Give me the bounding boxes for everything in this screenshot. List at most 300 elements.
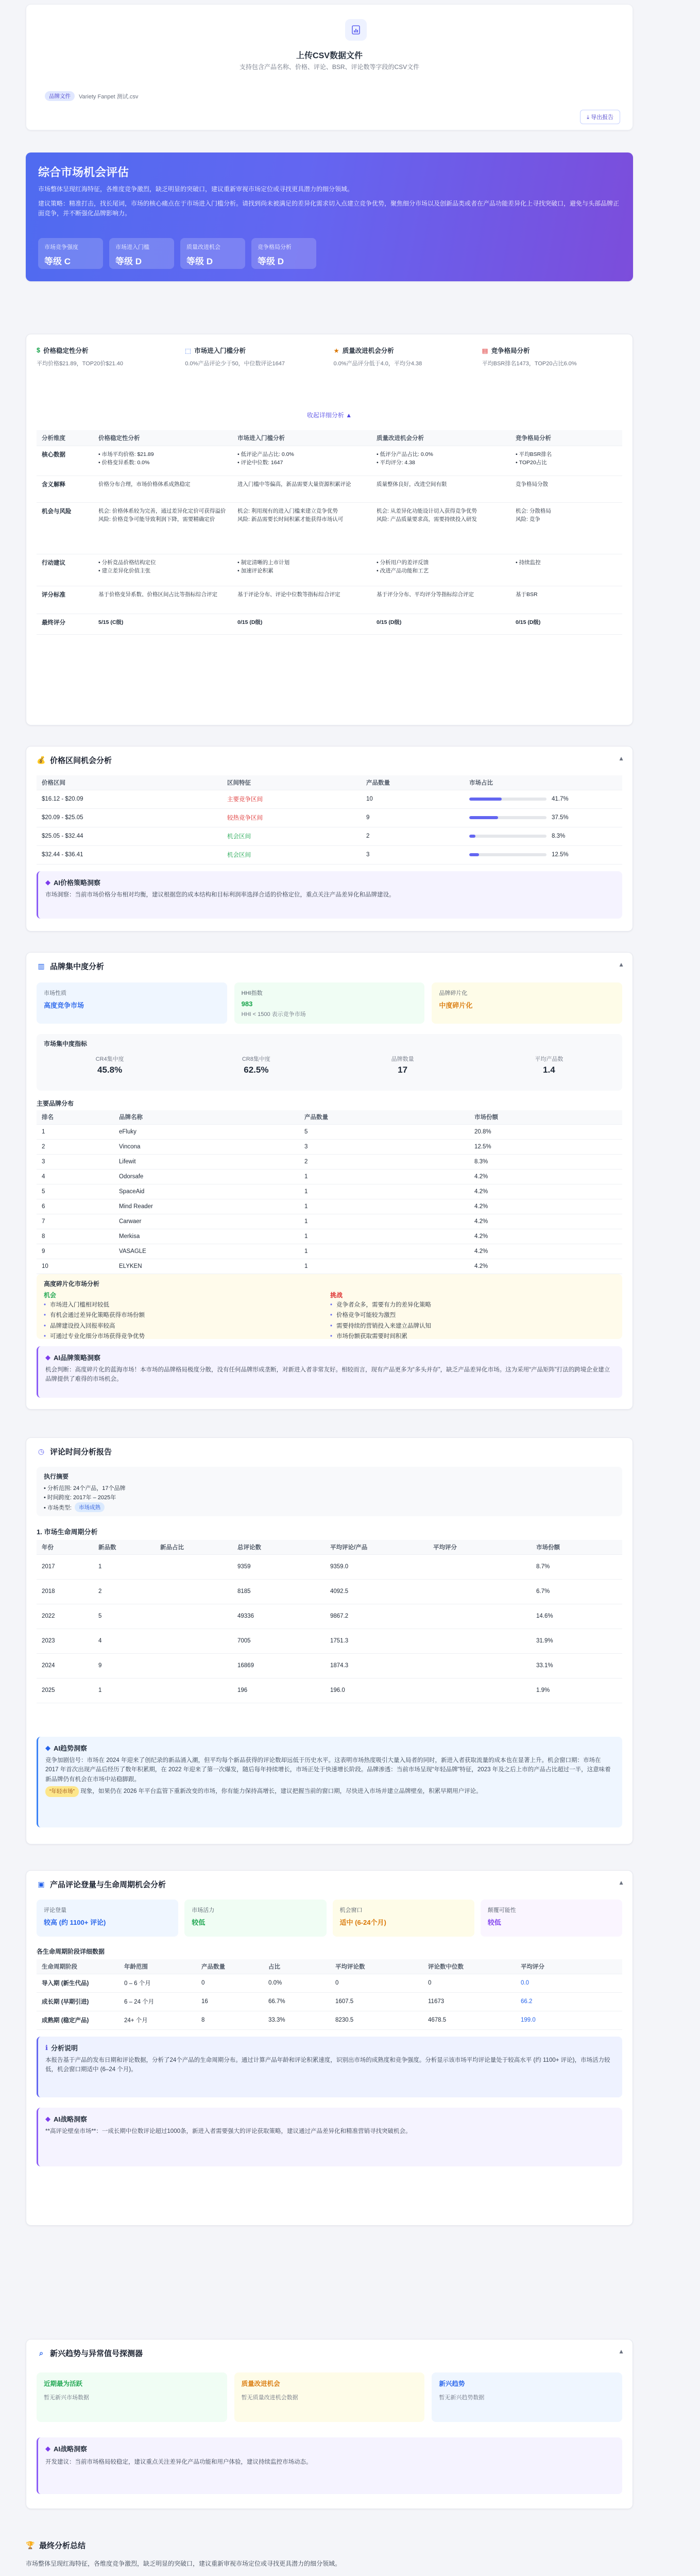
ai-text: 市场洞察：当前市场价格分布相对均衡，建议根据您的成本结构和目标利润率选择合适的价格定位，重点关注产品差异化和品牌建设。: [45, 892, 395, 898]
lifecycle-header-cell: 平均评分: [516, 1959, 622, 1974]
market-type-badge: 市场成熟: [75, 1502, 105, 1512]
dollar-icon: $: [37, 347, 40, 354]
section-title: 品牌集中度分析: [50, 962, 105, 971]
grade-card-entry-barrier: [109, 238, 174, 269]
lifecycle-cell-p: 0.0%: [263, 1974, 330, 1992]
brand-cell-count: 3: [299, 1139, 469, 1154]
year-cell-r: 196: [232, 1678, 325, 1703]
executive-summary: [37, 1467, 622, 1516]
brand-cell-share: 4.2%: [469, 1214, 622, 1229]
brand-cell-rank: 4: [37, 1169, 114, 1184]
brand-cell-share: 4.2%: [469, 1244, 622, 1259]
year-cell-r: 49336: [232, 1604, 325, 1629]
price-header-cell: 市场占比: [464, 775, 622, 790]
upload-subtitle: 支持包含产品名称、价格、评论、BSR、评论数等字段的CSV文件: [239, 63, 420, 71]
lifecycle-cell-med: 0: [423, 1974, 516, 1992]
detail-row-label: 行动建议: [37, 554, 93, 586]
brand-cell-share: 4.2%: [469, 1169, 622, 1184]
exec-line: • 分析范围: 24个产品，17个品牌: [44, 1485, 126, 1492]
year-cell-p: [155, 1604, 232, 1629]
brand-cell-name: Vincona: [114, 1139, 299, 1154]
year-cell-rating: [428, 1629, 531, 1653]
lifecycle-table-title: 各生命周期阶段详细数据: [37, 1948, 105, 1955]
frag-title: 高度碎片化市场分析: [44, 1280, 100, 1287]
brand-cell-count: 1: [299, 1169, 469, 1184]
money-bag-icon: 💰: [37, 756, 46, 764]
detail-cell: 价格分布合理，市场价格体系成熟稳定: [93, 476, 232, 502]
brand-cell-count: 1: [299, 1244, 469, 1259]
year-cell-p: [155, 1629, 232, 1653]
stat-value: 1.4: [543, 1065, 555, 1075]
banner-title: 综合市场机会评估: [38, 166, 129, 179]
detail-row: [37, 476, 622, 502]
opportunity-item: • 市场进入门槛相对较低: [44, 1301, 312, 1310]
detail-cell: 竞争格局分散: [510, 476, 622, 502]
brand-cell-name: eFluky: [114, 1124, 299, 1139]
brand-row: [37, 1244, 622, 1259]
brand-cell-share: 20.8%: [469, 1124, 622, 1139]
price-cell-feature: 机会区间: [222, 827, 361, 845]
year-row: [37, 1604, 622, 1629]
brand-cell-name: Lifewit: [114, 1154, 299, 1169]
detail-cell: 机会: 价格体系较为完善，通过差异化定价可获得溢价 风险: 价格竞争可能导致利润下降，需要精确定价: [93, 502, 232, 554]
trophy-icon: 🏆: [26, 2541, 35, 2549]
year-cell-r: 7005: [232, 1629, 325, 1653]
dimension-analysis-card: [26, 334, 633, 725]
lifecycle-cell-p: 66.7%: [263, 1992, 330, 2011]
kpi-value: 983: [241, 1000, 253, 1008]
detail-cell: 机会: 分散格局 风险: 竞争: [510, 502, 622, 554]
market-assessment-banner: [26, 152, 633, 281]
brand-cell-rank: 8: [37, 1229, 114, 1244]
door-icon: ⬚: [185, 347, 192, 354]
price-table: [37, 775, 622, 865]
price-row: [37, 845, 622, 864]
trend-card-active: [37, 2372, 227, 2422]
ai-title: [45, 877, 615, 887]
young-market-badge: “年轻市场”: [45, 1786, 79, 1797]
lifecycle-analysis-note: [37, 2037, 622, 2097]
trend-card-title: 质量改进机会: [241, 2380, 280, 2387]
summary-col-entry: [185, 346, 325, 367]
brand-cell-name: Mind Reader: [114, 1199, 299, 1214]
brand-row: [37, 1184, 622, 1199]
price-cell-count: 3: [361, 845, 464, 864]
detail-header-cell: 质量改进机会分析: [371, 430, 510, 446]
share-bar: [469, 816, 547, 819]
lifecycle-cell-age: 24+ 个月: [119, 2011, 196, 2029]
year-cell-avg: 9359.0: [325, 1554, 428, 1579]
year-cell-avg: 1751.3: [325, 1629, 428, 1653]
year-header-cell: 新品占比: [155, 1540, 232, 1554]
detail-cell: 机会: 从差异化功能设计切入获得竞争优势 风险: 产品质量要求高，需要持续投入研发: [371, 502, 510, 554]
price-cell-count: 9: [361, 808, 464, 827]
summary-col-price: [37, 346, 177, 367]
star-icon: ★: [333, 347, 339, 354]
brand-cell-count: 1: [299, 1184, 469, 1199]
lifecycle-header-cell: 产品数量: [196, 1959, 263, 1974]
grade-card-label: 质量改进机会: [186, 244, 220, 250]
share-bar-fill: [469, 816, 498, 819]
brand-ai-insight: [37, 1346, 622, 1398]
kpi-value: 较高 (约 1100+ 评论): [44, 1919, 106, 1926]
year-cell-p: [155, 1554, 232, 1579]
detail-row: [37, 614, 622, 634]
ai-title-text: AI趋势洞察: [54, 1744, 88, 1752]
grade-card-value: 等级 D: [186, 257, 213, 266]
kpi-label: 颠覆可能性: [487, 1907, 516, 1913]
price-header-cell: 价格区间: [37, 775, 222, 790]
brand-cell-rank: 5: [37, 1184, 114, 1199]
price-share-cell: [464, 790, 622, 808]
banner-line-1: 市场整体呈现红海特征，各维度竞争激烈，缺乏明显的突破口，建议重新审视市场定位或寻找更具潜力的细分领域。: [38, 185, 354, 193]
trend-card-title: 新兴趋势: [439, 2380, 465, 2387]
year-cell-r: 8185: [232, 1579, 325, 1604]
stat-label: 平均产品数: [535, 1056, 564, 1062]
lifecycle-cell-med: 11673: [423, 1992, 516, 2011]
year-cell-r: 9359: [232, 1554, 325, 1579]
lifecycle-header-cell: 年龄范围: [119, 1959, 196, 1974]
kpi-value: 较低: [487, 1919, 501, 1926]
brand-row: [37, 1259, 622, 1274]
brand-kpis: [37, 982, 622, 1024]
detail-row-label: 机会与风险: [37, 502, 93, 554]
lifecycle-cell-med: 4678.5: [423, 2011, 516, 2029]
year-cell-avg: 9867.2: [325, 1604, 428, 1629]
section-title: 评论时间分析报告: [50, 1448, 112, 1456]
brand-cell-share: 4.2%: [469, 1184, 622, 1199]
price-cell-feature: 主要竞争区间: [222, 790, 361, 808]
kpi-label: 机会窗口: [339, 1907, 363, 1913]
challenge-item: • 市场份额获取需要时间积累: [330, 1332, 598, 1341]
info-icon: ℹ: [45, 2043, 48, 2052]
year-cell-r: 16869: [232, 1653, 325, 1678]
collapse-icon[interactable]: ▲: [618, 2348, 624, 2355]
grade-card-quality: [180, 238, 245, 269]
ai-title: [45, 2114, 615, 2124]
trend-card-text: 暂无质量改进机会数据: [241, 2395, 298, 2401]
stat-value: 17: [398, 1065, 408, 1075]
detail-header-cell: 市场进入门槛分析: [232, 430, 371, 446]
price-cell-range: $16.12 - $20.09: [37, 790, 222, 808]
lifecycle-header-cell: 生命周期阶段: [37, 1959, 119, 1974]
summary-title: 市场进入门槛分析: [194, 347, 246, 354]
kpi-value: 中度碎片化: [439, 1002, 473, 1009]
trend-ai-insight: [37, 1737, 622, 1827]
lifecycle-cell-rating: 0.0: [516, 1974, 622, 1992]
detail-row-label: 最终评分: [37, 614, 93, 634]
lifecycle-cell-rating: 199.0: [516, 2011, 622, 2029]
trend-section-header: [26, 2340, 633, 2364]
detail-cell: • 分析用户的差评反馈 • 改进产品功能和工艺: [371, 554, 510, 586]
price-row: [37, 790, 622, 808]
year-cell-rating: [428, 1554, 531, 1579]
brand-cell-count: 1: [299, 1214, 469, 1229]
share-value: 37.5%: [552, 815, 569, 821]
year-cell-p: [155, 1653, 232, 1678]
price-range-card: [26, 746, 633, 931]
brand-section-header: [26, 953, 633, 977]
detail-row: [37, 446, 622, 476]
year-cell-p: [155, 1678, 232, 1703]
lightbulb-icon: ◆: [45, 2114, 50, 2123]
detail-row: [37, 586, 622, 614]
year-cell-avg: 4092.5: [325, 1579, 428, 1604]
lifecycle-cell-stage: 成长期 (早期引进): [37, 1992, 119, 2011]
price-share-cell: [464, 827, 622, 845]
banner-grade-cards: [38, 238, 316, 269]
toggle-detail-link[interactable]: 收起详细分析 ▲: [306, 412, 352, 419]
year-cell-avg: 1874.3: [325, 1653, 428, 1678]
stat-label: CR8集中度: [242, 1056, 270, 1062]
year-header-cell: 年份: [37, 1540, 93, 1554]
ai-title-text: AI战略洞察: [54, 2445, 88, 2453]
year-cell-s: 14.6%: [531, 1604, 622, 1629]
ai-text: 现象，如果仍在 2026 年平台监管下重新改变的市场，你有能力保持高增长，建议把握当前的窗口期，尽快进入市场并建立品牌壁垒，积累早期用户评论。: [80, 1788, 482, 1795]
stat-value: 62.5%: [244, 1065, 269, 1075]
lifecycle-row: [37, 2011, 622, 2029]
stat-brand-count: [330, 1055, 476, 1075]
trend-ai-box: [37, 2437, 622, 2494]
year-header-cell: 新品数: [93, 1540, 155, 1554]
year-cell-avg: 196.0: [325, 1678, 428, 1703]
clock-icon: ◷: [38, 1447, 45, 1455]
lightbulb-icon: ◆: [45, 2444, 50, 2452]
share-bar-fill: [469, 853, 479, 856]
share-bar-fill: [469, 835, 475, 838]
brand-header-cell: 品牌名称: [114, 1110, 299, 1124]
detail-row: [37, 502, 622, 554]
uploaded-file-row: [45, 91, 138, 101]
lifecycle-cell-n: 16: [196, 1992, 263, 2011]
lifecycle-ai-insight: [37, 2108, 622, 2166]
share-value: 41.7%: [552, 796, 569, 802]
year-cell-s: 33.1%: [531, 1653, 622, 1678]
lifecycle-header-cell: 评论数中位数: [423, 1959, 516, 1974]
detail-cell: • 市场平均价格: $21.89 • 价格变异系数: 0.0%: [93, 446, 232, 476]
detail-header-cell: 竞争格局分析: [510, 430, 622, 446]
summary-col-landscape: [482, 346, 622, 367]
share-value: 12.5%: [552, 852, 569, 858]
trend-cards: [37, 2372, 622, 2422]
brand-cell-rank: 6: [37, 1199, 114, 1214]
summary-text: 0.0%产品评论少于50，中位数评论1647: [185, 361, 285, 367]
detail-header-cell: 分析维度: [37, 430, 93, 446]
collapse-icon[interactable]: ▲: [618, 755, 624, 762]
grade-card-label: 市场进入门槛: [115, 244, 149, 250]
bar-chart-icon: ▥: [38, 962, 45, 970]
brand-cell-share: 4.2%: [469, 1199, 622, 1214]
lifecycle-cell-avg: 8230.5: [330, 2011, 423, 2029]
kpi-value: 高度竞争市场: [44, 1002, 84, 1009]
brand-cell-name: Merkisa: [114, 1229, 299, 1244]
summary-columns: [37, 346, 622, 367]
section-title: 新兴趋势与异常值号探测器: [50, 2349, 143, 2358]
brand-cell-share: 4.2%: [469, 1229, 622, 1244]
csv-file-icon: [345, 19, 367, 41]
brand-cell-count: 1: [299, 1199, 469, 1214]
year-cell-y: 2025: [37, 1678, 93, 1703]
summary-title: 价格稳定性分析: [43, 347, 89, 354]
year-header-cell: 平均评论/产品: [325, 1540, 428, 1554]
detail-cell: • 制定清晰的上市计划 • 加速评论积累: [232, 554, 371, 586]
cube-icon: ▣: [38, 1880, 45, 1888]
year-row: [37, 1579, 622, 1604]
trend-card-emerging: [432, 2372, 622, 2422]
detail-cell: 0/15 (D级): [510, 614, 622, 634]
price-cell-count: 2: [361, 827, 464, 845]
lifecycle-header-cell: 平均评论数: [330, 1959, 423, 1974]
price-header-cell: 产品数量: [361, 775, 464, 790]
ai-title-text: AI战略洞察: [54, 2115, 88, 2123]
brand-cell-rank: 10: [37, 1259, 114, 1274]
brand-cell-rank: 9: [37, 1244, 114, 1259]
detail-row-label: 含义解释: [37, 476, 93, 502]
review-section-header: [26, 1438, 633, 1462]
grade-card-value: 等级 D: [258, 257, 284, 266]
brand-table: [37, 1110, 622, 1274]
kpi-label: 市场性质: [44, 990, 66, 996]
kpi-market-nature: [37, 982, 227, 1024]
brand-cell-name: VASAGLE: [114, 1244, 299, 1259]
price-section-header: [26, 747, 633, 771]
brand-cell-count: 2: [299, 1154, 469, 1169]
lifecycle-header-cell: 占比: [263, 1959, 330, 1974]
summary-title: 质量改进机会分析: [342, 347, 394, 354]
brand-cell-share: 8.3%: [469, 1154, 622, 1169]
collapse-icon[interactable]: ▲: [618, 1879, 624, 1886]
lifecycle-cell-n: 0: [196, 1974, 263, 1992]
lifecycle-cell-age: 0 – 6 个月: [119, 1974, 196, 1992]
price-cell-feature: 较热竞争区间: [222, 808, 361, 827]
stat-avg-products: [476, 1055, 622, 1075]
trend-card-text: 暂无新兴市场数据: [44, 2395, 89, 2401]
kpi-label: 评论登量: [44, 1907, 66, 1913]
detail-cell: 质量整体良好，改进空间有限: [371, 476, 510, 502]
kpi-opportunity-window: [333, 1900, 474, 1937]
detail-cell: • 低评分产品占比: 0.0% • 平均评分: 4.38: [371, 446, 510, 476]
stat-label: 品牌数量: [391, 1056, 414, 1062]
detail-row-label: 核心数据: [37, 446, 93, 476]
stat-value: 45.8%: [97, 1065, 123, 1075]
year-cell-n: 2: [93, 1579, 155, 1604]
year-cell-rating: [428, 1653, 531, 1678]
export-report-button[interactable]: ⤓ 导出报告: [580, 110, 620, 124]
share-bar: [469, 798, 547, 801]
exec-line-label: • 市场类型:: [44, 1504, 72, 1511]
detail-cell: • 平均BSR排名 • TOP20占比: [510, 446, 622, 476]
price-share-cell: [464, 808, 622, 827]
ai-text: 本报告基于产品的发布日期和评论数据，分析了24个产品的生命周期分布。通过计算产品年龄和评论积累速度，识别出市场的成熟度和竞争强度。分析显示该市场平均评论量处于较高水平 (约 1100+ 评论)，市场活力较低，机会窗口期适中 (6–24 个月)。: [45, 2057, 610, 2073]
brand-cell-rank: 1: [37, 1124, 114, 1139]
kpi-label: 市场活力: [192, 1907, 215, 1913]
lifecycle-section-header: [26, 1871, 633, 1895]
opportunity-list: [44, 1301, 312, 1341]
brand-row: [37, 1124, 622, 1139]
share-bar: [469, 835, 547, 838]
year-cell-rating: [428, 1604, 531, 1629]
file-tag: 品牌文件: [45, 91, 75, 101]
brand-cell-rank: 7: [37, 1214, 114, 1229]
year-cell-y: 2024: [37, 1653, 93, 1678]
year-header-cell: 平均评分: [428, 1540, 531, 1554]
stat-cr4: [37, 1055, 183, 1075]
lightbulb-icon: ◆: [45, 1743, 50, 1752]
ai-title-text: 分析说明: [50, 2044, 78, 2052]
exec-title: 执行摘要: [44, 1473, 69, 1480]
price-ai-insight: [37, 871, 622, 919]
challenge-item: • 需要持续的营销投入来建立品牌认知: [330, 1322, 598, 1331]
lifecycle-card: [26, 1870, 633, 2226]
brand-concentration-card: [26, 952, 633, 1410]
brand-cell-name: ELYKEN: [114, 1259, 299, 1274]
year-cell-rating: [428, 1678, 531, 1703]
brand-row: [37, 1154, 622, 1169]
brand-cell-name: Odorsafe: [114, 1169, 299, 1184]
brand-cell-rank: 2: [37, 1139, 114, 1154]
price-cell-count: 10: [361, 790, 464, 808]
year-row: [37, 1554, 622, 1579]
banner-line-2: 建议策略：精准打击，找长尾词，市场的核心痛点在于市场进入门槛分析。请找到尚未被满足的差异化需求切入点建立竞争优势，聚焦细分市场以及创新品类或者在产品功能差异化上寻找突破口，避免与头部品牌正面竞争，并不断强化品牌影响力。: [38, 200, 620, 217]
lifecycle-cell-rating: 66.2: [516, 1992, 622, 2011]
summary-text: 平均BSR排名1473，TOP20占比6.0%: [482, 361, 577, 367]
ai-text: 竞争加剧信号：市场在 2024 年迎来了创纪录的新品涌入潮，但平均每个新品获得的评论数却远低于历史水平。这表明市场热度吸引大量入局者的同时，新进入者获取流量的成本也在显著上升。机会窗口期：市场在 2017 年首次出现产品后经历了数年积累期，在 2022 年迎来了第一次爆发，随后每年持续增长，市场正处于快速增长阶段。品牌渗透：当前市场呈现“年轻品牌”特征，2023 年及之后上市的产品占比超过一半，这意味着新品牌仍有机会在市场中站稳脚跟。: [45, 1757, 611, 1783]
ai-text: 开发建议：当前市场格局较稳定，建议重点关注差异化产品功能和用户体验，建议持续监控市场动态。: [45, 2459, 312, 2465]
price-cell-range: $20.09 - $25.05: [37, 808, 222, 827]
lifecycle-cell-age: 6 – 24 个月: [119, 1992, 196, 2011]
ai-text: 机会判断：高度碎片化的蓝海市场！本市场的品牌格局极度分散，没有任何品牌形成垄断，对新进入者非常友好。相较而言，现有产品更多为“多头并存”，缺乏产品差异化市场。这为采用“产品矩阵”打法的跨境企业建立品牌提供了难得的市场机会。: [45, 1367, 610, 1383]
stat-label: CR4集中度: [95, 1056, 124, 1062]
kpi-hhi: [234, 982, 425, 1024]
lifecycle-kpis: [37, 1900, 622, 1937]
year-cell-s: 1.9%: [531, 1678, 622, 1703]
year-header-cell: 市场份额: [531, 1540, 622, 1554]
lifecycle-cell-avg: 0: [330, 1974, 423, 1992]
year-cell-y: 2022: [37, 1604, 93, 1629]
brand-header-cell: 排名: [37, 1110, 114, 1124]
brand-row: [37, 1199, 622, 1214]
detail-cell: 基于BSR: [510, 586, 622, 614]
ai-title-text: AI品牌策略洞察: [54, 1354, 101, 1362]
file-name: Variety Fanpet 测试.csv: [79, 93, 139, 100]
detail-cell: 基于评分分布、平均评分等指标综合评定: [371, 586, 510, 614]
kpi-market-vitality: [184, 1900, 326, 1937]
collapse-icon[interactable]: ▲: [618, 961, 624, 968]
price-cell-feature: 机会区间: [222, 845, 361, 864]
detail-cell: 0/15 (D级): [371, 614, 510, 634]
challenge-item: • 价格竞争可能较为激烈: [330, 1311, 598, 1320]
section-title: 最终分析总结: [39, 2541, 86, 2550]
ai-title: [45, 2444, 615, 2453]
grade-card-competition: [38, 238, 103, 269]
grade-card-landscape: [251, 238, 316, 269]
concentration-stats: [37, 1034, 622, 1091]
final-paragraph: 市场整体呈现红海特征，各维度竞争激烈，缺乏明显的突破口，建议重新审视市场定位或寻找更具潜力的细分领域。: [26, 2560, 342, 2567]
kpi-review-volume: [37, 1900, 178, 1937]
summary-text: 0.0%产品评分低于4.0，平均分4.38: [333, 361, 422, 367]
lifecycle-row: [37, 1992, 622, 2011]
year-cell-y: 2023: [37, 1629, 93, 1653]
review-time-card: [26, 1437, 633, 1844]
trend-detector-card: [26, 2339, 633, 2509]
detail-cell: 机会: 利用现有的进入门槛来建立竞争优势 风险: 新品需要长时间积累才能获得市场认可: [232, 502, 371, 554]
trend-card-text: 暂无新兴趋势数据: [439, 2395, 485, 2401]
year-cell-n: 4: [93, 1629, 155, 1653]
year-cell-n: 1: [93, 1554, 155, 1579]
section-title: 产品评论登量与生命周期机会分析: [50, 1880, 166, 1889]
price-row: [37, 808, 622, 827]
chal-title: 挑战: [330, 1292, 343, 1299]
